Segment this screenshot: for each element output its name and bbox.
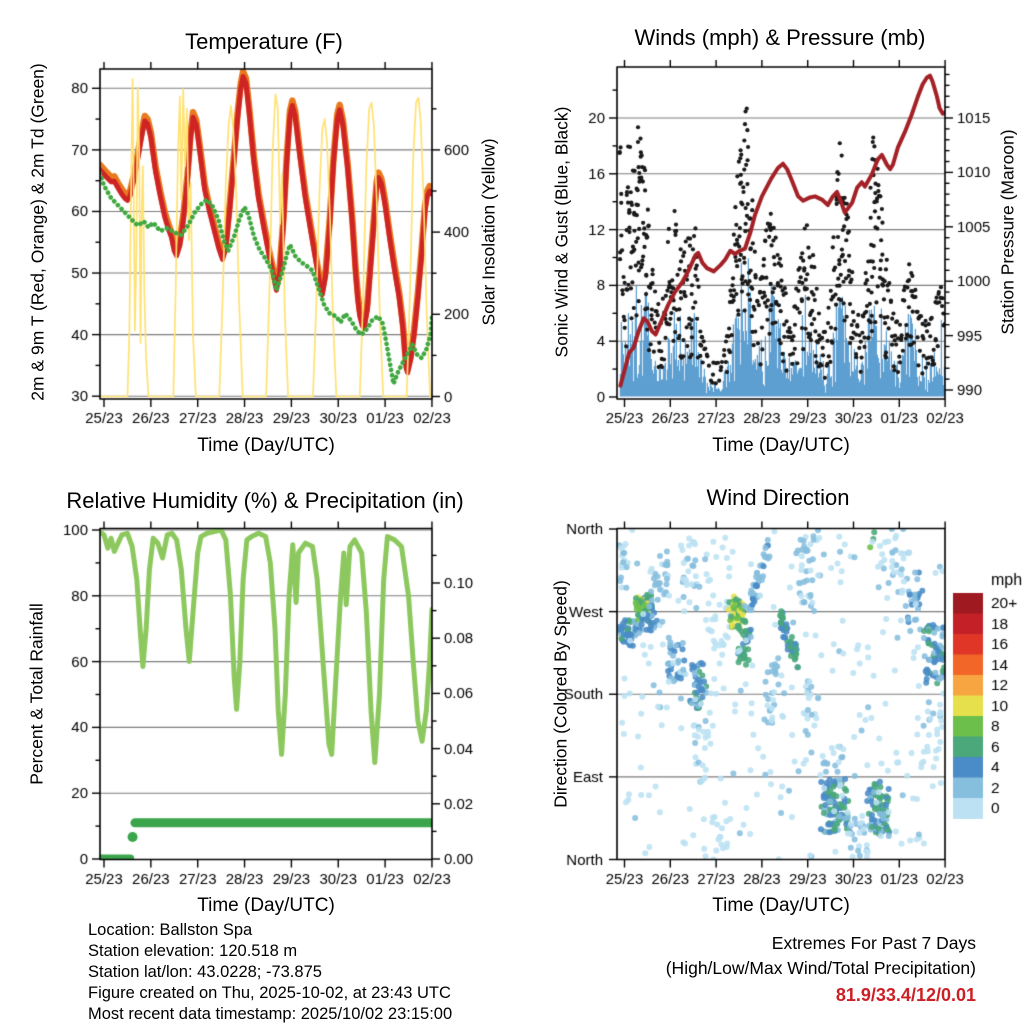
extremes-values: 81.9/33.4/12/0.01 <box>835 985 976 1005</box>
title-wind-direction: Wind Direction <box>706 485 850 510</box>
title-temperature: Temperature (F) <box>185 29 343 54</box>
footer-location: Location: Ballston Spa <box>88 921 253 939</box>
title-winds-pressure: Winds (mph) & Pressure (mb) <box>634 25 926 50</box>
ylabel-solar-right: Solar Insolation (Yellow) <box>478 138 499 326</box>
footer-elevation: Station elevation: 120.518 m <box>88 942 298 960</box>
title-humidity-precip: Relative Humidity (%) & Precipitation (in) <box>66 488 464 513</box>
extremes-legend: (High/Low/Max Wind/Total Precipitation) <box>665 958 976 978</box>
xlabel-humidity: Time (Day/UTC) <box>197 895 335 916</box>
xlabel-wind-direction: Time (Day/UTC) <box>712 895 850 916</box>
footer-latlon: Station lat/lon: 43.0228; -73.875 <box>88 963 322 981</box>
extremes-title: Extremes For Past 7 Days <box>771 933 976 953</box>
footer-created: Figure created on Thu, 2025-10-02, at 23:43 UTC <box>88 984 451 1002</box>
xlabel-temperature: Time (Day/UTC) <box>197 435 335 456</box>
ylabel-direction: Direction (Colored By Speed) <box>550 580 571 808</box>
xlabel-winds: Time (Day/UTC) <box>712 435 850 456</box>
ylabel-wind-left: Sonic Wind & Gust (Blue, Black) <box>551 106 572 358</box>
ylabel-pressure-right: Station Pressure (Maroon) <box>997 129 1018 335</box>
ylabel-percent-rainfall: Percent & Total Rainfall <box>26 603 47 785</box>
footer-timestamp: Most recent data timestamp: 2025/10/02 23:15:00 <box>88 1005 453 1023</box>
ylabel-temperature-left: 2m & 9m T (Red, Orange) & 2m Td (Green) <box>27 63 48 401</box>
